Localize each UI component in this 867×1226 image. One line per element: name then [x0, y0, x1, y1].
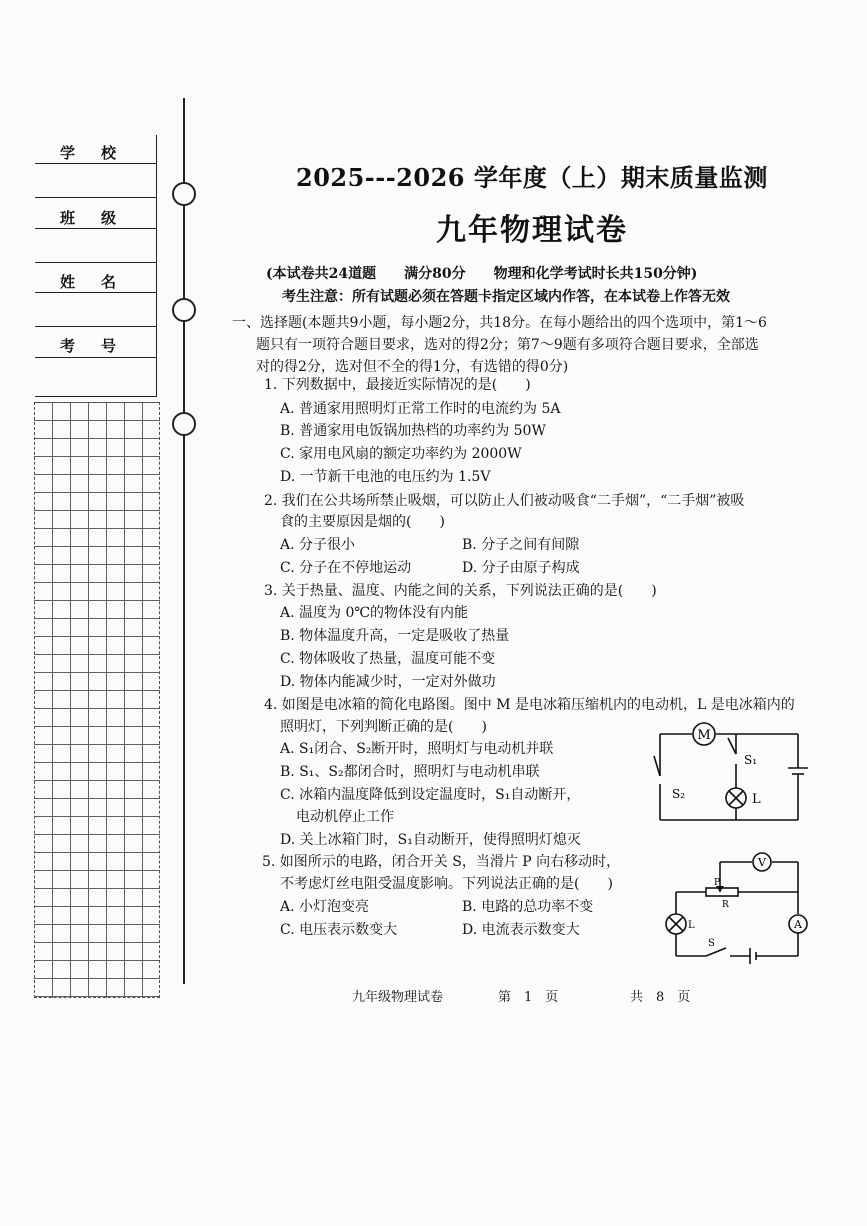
question-option: C. 家用电风扇的额定功率约为 2000W [280, 446, 522, 462]
question-stem: 不考虑灯丝电阻受温度影响。下列说法正确的是( ) [280, 876, 613, 892]
switch-s1-label: S₁ [744, 753, 758, 767]
switch-s2-label: S₂ [672, 787, 686, 801]
question-stem: 3. 关于热量、温度、内能之间的关系，下列说法正确的是( ) [264, 583, 657, 599]
question-option: B. 电路的总功率不变 [462, 899, 594, 915]
question-option: B. S₁、S₂都闭合时，照明灯与电动机串联 [280, 764, 540, 780]
answer-grid [34, 402, 160, 998]
question-option: C. 分子在不停地运动 [280, 560, 412, 576]
footer-name: 九年级物理试卷 [352, 990, 444, 1005]
question-option: C. 冰箱内温度降低到设定温度时，S₁自动断开， [280, 787, 581, 803]
section-heading: 题只有一项符合题目要求，选对的得2分；第7～9题有多项符合题目要求，全部选 [256, 337, 759, 353]
question-option: A. 小灯泡变亮 [280, 899, 370, 915]
question-option: B. 物体温度升高，一定是吸收了热量 [280, 628, 510, 644]
field-label-name: 姓名 [60, 273, 143, 291]
question-stem: 1. 下列数据中，最接近实际情况的是( ) [264, 377, 531, 393]
question-stem: 照明灯，下列判断正确的是( ) [280, 719, 487, 735]
exam-notice: 考生注意：所有试题必须在答题卡指定区域内作答，在本试卷上作答无效 [282, 289, 730, 305]
exam-info: (本试卷共24道题 满分80分 物理和化学考试时长共150分钟) [266, 266, 698, 282]
refrigerator-circuit-diagram [652, 716, 812, 828]
question-option: A. 温度为 0℃的物体没有内能 [280, 605, 469, 621]
question-option: A. 分子很小 [280, 537, 356, 553]
question-option: B. 普通家用电饭锅加热档的功率约为 50W [280, 423, 546, 439]
ammeter-label: A [794, 918, 802, 931]
switch-label: S [708, 938, 715, 949]
lamp-label: L [752, 792, 761, 807]
binding-hole [172, 182, 196, 206]
resistor-label: R [722, 900, 729, 910]
exam-title: 2025---2026 学年度（上）期末质量监测 [296, 163, 768, 192]
voltmeter-label: V [758, 856, 766, 869]
question-option: A. 普通家用照明灯正常工作时的电流约为 5A [280, 401, 561, 417]
question-stem: 5. 如图所示的电路，闭合开关 S，当滑片 P 向右移动时， [262, 854, 621, 870]
question-stem: 食的主要原因是烟的( ) [280, 514, 445, 530]
question-stem: 4. 如图是电冰箱的简化电路图。图中 M 是电冰箱压缩机内的电动机，L 是电冰箱内的 [264, 697, 795, 713]
section-heading: 对的得2分，选对但不全的得1分，有选错的得0分) [256, 359, 569, 375]
exam-subtitle: 九年物理试卷 [436, 213, 628, 248]
binding-hole [172, 298, 196, 322]
question-option: C. 电压表示数变大 [280, 922, 398, 938]
field-label-exam-number: 考号 [60, 337, 143, 355]
question-option: D. 分子由原子构成 [462, 560, 580, 576]
section-heading: 一、选择题(本题共9小题，每小题2分，共18分。在每小题给出的四个选项中，第1～6 [232, 315, 767, 331]
question-option: D. 关上冰箱门时，S₁自动断开，使得照明灯熄灭 [280, 832, 581, 848]
binding-hole [172, 412, 196, 436]
slider-label: P [714, 878, 721, 888]
footer-page: 第 1 页 [498, 990, 559, 1005]
field-label-school: 学校 [60, 144, 143, 162]
field-label-class: 班级 [60, 209, 143, 227]
question-option: A. S₁闭合、S₂断开时，照明灯与电动机并联 [280, 741, 554, 757]
slider-circuit-diagram [660, 848, 816, 966]
motor-label: M [697, 728, 711, 743]
binding-line [183, 98, 185, 984]
footer-total: 共 8 页 [630, 990, 691, 1005]
question-option: D. 电流表示数变大 [462, 922, 580, 938]
question-option: B. 分子之间有间隙 [462, 537, 580, 553]
question-option: D. 一节新干电池的电压约为 1.5V [280, 469, 491, 485]
question-option: D. 物体内能减少时，一定对外做功 [280, 674, 496, 690]
question-option: C. 物体吸收了热量，温度可能不变 [280, 651, 496, 667]
lamp-label: L [688, 920, 695, 931]
question-option: 电动机停止工作 [296, 809, 394, 825]
question-stem: 2. 我们在公共场所禁止吸烟，可以防止人们被动吸食“二手烟”，“二手烟”被吸 [264, 493, 745, 509]
